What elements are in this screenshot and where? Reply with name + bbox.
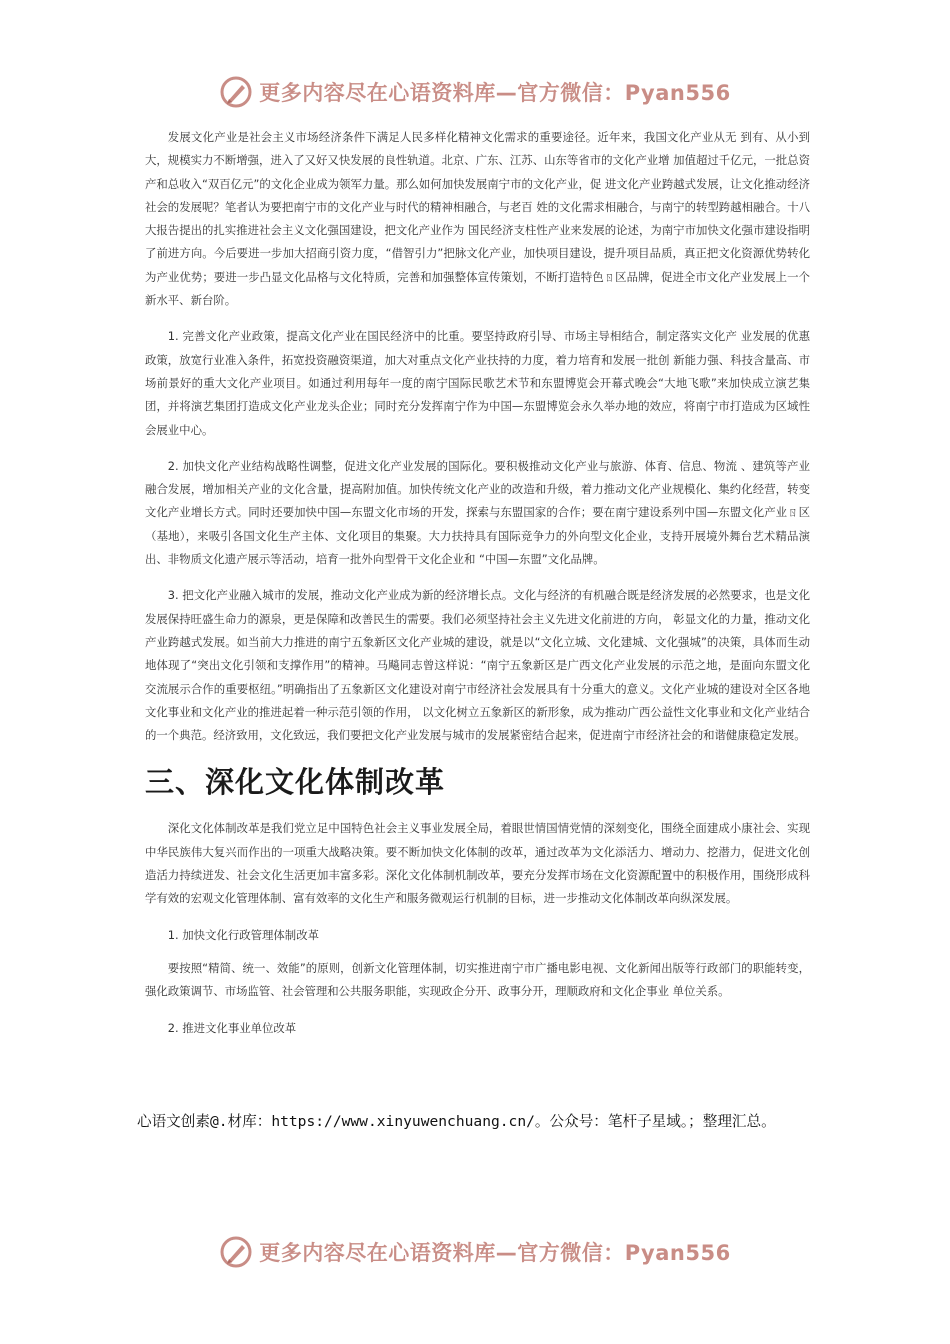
document-body <box>145 126 810 1050</box>
section-heading: 三、深化文化体制改革 <box>145 765 446 800</box>
banner-text: 更多内容尽在心语资料库—官方微信：Pyan556 <box>259 1241 731 1265</box>
section-intro-paragraph: 深化文化体制改革是我们党立足中国特色社会主义事业发展全局，着眼世情国情党情的深刻变化，围绕全面建成小康社会、实现中华民族伟大复兴而作出的一项重大战略决策。要不断加快文化体制的改革，通过改革为文化添活力、增动力、挖潜力，促进文化创造活力持续迸发、社会文化生活更加丰富多彩。深化文化体制机制改革，要充分发挥市场在文化资源配置中的积极作用，围绕形成科学有效的宏观文化管理体制、富有效率的文化生产和服务微观运行机制的目标，进一步推动文化体制改革向纵深发展。 <box>145 821 810 906</box>
pen-logo-icon <box>219 75 253 109</box>
subsection-1-heading: 1. 加快文化行政管理体制改革 <box>167 927 319 942</box>
subsection-1-paragraph: 要按照“精简、统一、效能”的原则，创新文化管理体制，切实推进南宁市广播电影电视、文化新闻出版等行政部门的职能转变，强化政策调节、市场监管、社会管理和公共服务职能，实现政企分开、政事分开，理顺政府和文化企事业 单位关系。 <box>145 960 810 999</box>
point-3-paragraph: 3. 把文化产业融入城市的发展，推动文化产业成为新的经济增长点。文化与经济的有机融合既是经济发展的必然要求，也是文化发展保持旺盛生命力的源泉，更是保障和改善民生的需要。我们必须坚持社会主义先进文化前进的方向， 彰显文化的力量，推动文化产业跨越式发展。如当前大力推进的南宁五象新区文化产业城的建设，就是以“文化立城、文化建城、文化强城”的决策，具体而生动地体现了“突出文化引领和支撑作用”的精神。马飚同志曾这样说：“南宁五象新区是广西文化产业发展的示范之地，是面向东盟文化交流展示合作的重要枢纽。”明确指出了五象新区文化建设对南宁市经济社会发展具有十分重大的意义。文化产业城的建设对全区各地文化事业和文化产业的推进起着一种示范引领的作用， 以文化树立五象新区的新形象，成为推动广西公益性文化事业和文化产业结合的一个典范。经济致用，文化致远，我们要把文化产业发展与城市的发展紧密结合起来，促进南宁市经济社会的和谐健康稳定发展。 <box>145 588 810 743</box>
header-banner <box>0 72 950 112</box>
intro-paragraph: 发展文化产业是社会主义市场经济条件下满足人民多样化精神文化需求的重要途径。近年来，我国文化产业从无 到有、从小到大，规模实力不断增强，进入了又好又快发展的良性轨道。北京、广东、江苏、山东等省市的文化产业增 加值超过千亿元，一批总资产和总收入“双百亿元”的文化企业成为领军力量。那么如何加快发展南宁市的文化产业，促 进文化产业跨越式发展，让文化推动经济社会的发展呢？笔者认为要把南宁市的文化产业与时代的精神相融合，与老百 姓的文化需求相融合，与南宁的转型跨越相融合。十八大报告提出的扎实推进社会主义文化强国建设，把文化产业作为 国民经济支柱性产业来发展的论述，为南宁市加快文化强市建设指明了前进方向。今后要进一步加大招商引资力度，“借智引力”把脉文化产业，加快项目建设，提升项目品质，真正把文化资源优势转化为产业优势；要进一步凸显文化品格与文化特质，完善和加强整体宣传策划，不断打造特色ㄖ区品牌，促进全市文化产业发展上一个新水平、新台阶。 <box>145 130 810 308</box>
pen-logo-icon <box>219 1235 253 1269</box>
source-note: 心语文创素@.材库：https://www.xinyuwenchuang.cn/。公众号：笔杆子星域。；整理汇总。 <box>137 1113 776 1130</box>
footer-banner <box>0 1232 950 1272</box>
subsection-2-heading: 2. 推进文化事业单位改革 <box>167 1020 297 1035</box>
point-2-paragraph: 2. 加快文化产业结构战略性调整，促进文化产业发展的国际化。要积极推动文化产业与旅游、体育、信息、物流 、建筑等产业融合发展，增加相关产业的文化含量，提高附加值。加快传统文化产业的改造和升级，着力推动文化产业规模化、集约化经营，转变文化产业增长方式。同时还要加快中国—东盟文化市场的开发，探索与东盟国家的合作；要在南宁建设系列中国—东盟文化产业ㄖ区（基地），来吸引各国文化生产主体、文化项目的集聚。大力扶持具有国际竞争力的外向型文化企业，支持开展境外舞台艺术精品演出、非物质文化遗产展示等活动，培育一批外向型骨干文化企业和 “中国—东盟”文化品牌。 <box>145 458 810 567</box>
point-1-paragraph: 1. 完善文化产业政策，提高文化产业在国民经济中的比重。要坚持政府引导、市场主导相结合，制定落实文化产 业发展的优惠政策，放宽行业准入条件，拓宽投资融资渠道，加大对重点文化产业扶持的力度，着力培育和发展一批创 新能力强、科技含量高、市场前景好的重大文化产业项目。如通过利用每年一度的南宁国际民歌艺术节和东盟博览会开幕式晚会“大地飞歌”来加快成立演艺集团，并将演艺集团打造成文化产业龙头企业；同时充分发挥南宁作为中国—东盟博览会永久举办地的效应，将南宁市打造成为区域性会展业中心。 <box>145 329 810 437</box>
banner-text: 更多内容尽在心语资料库—官方微信：Pyan556 <box>259 81 731 105</box>
